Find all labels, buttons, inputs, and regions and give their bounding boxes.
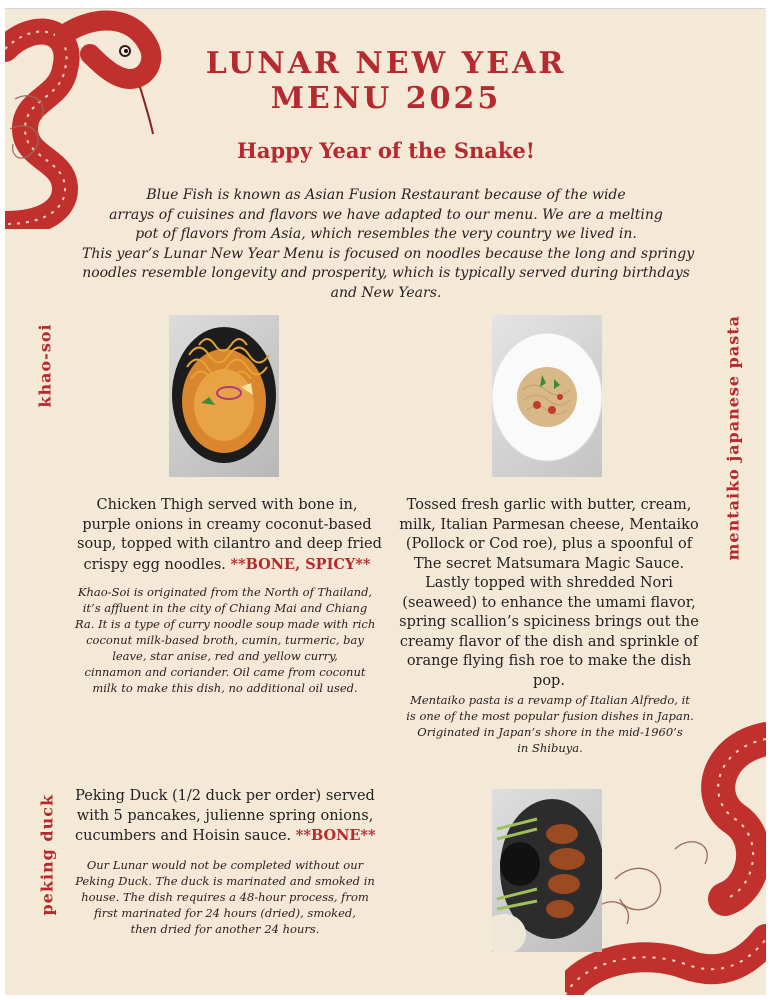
note-line: first marinated for 24 hours (dried), smoked, bbox=[94, 906, 356, 920]
description-line: with 5 pancakes, julienne spring onions, bbox=[76, 807, 374, 824]
description-line: soup, topped with cilantro and deep fried bbox=[77, 536, 382, 552]
intro-line: This year’s Lunar New Year Menu is focused on noodles because the long and springy bbox=[82, 245, 695, 262]
peking-duck-note bbox=[75, 857, 375, 937]
description-line: creamy flavor of the dish and sprinkle of bbox=[399, 633, 699, 650]
description-line bbox=[77, 555, 377, 576]
note-line: Peking Duck. The duck is marinated and smoked in bbox=[75, 874, 375, 888]
menu-page bbox=[5, 8, 766, 995]
mentaiko-note bbox=[397, 692, 703, 756]
description-text: crispy egg noodles. bbox=[83, 556, 231, 573]
allergy-warning: **BONE, SPICY** bbox=[230, 555, 371, 573]
description-line: Lastly topped with shredded Nori bbox=[425, 575, 673, 591]
intro-line: and New Years. bbox=[330, 284, 442, 301]
description-line: milk, Italian Parmesan cheese, Mentaiko bbox=[399, 516, 699, 533]
note-line: coconut milk-based broth, cumin, turmeric, bay bbox=[86, 633, 364, 647]
peking-duck-photo bbox=[492, 789, 602, 952]
description-line: (seaweed) to enhance the umami flavor, bbox=[402, 594, 696, 611]
intro-line: arrays of cuisines and flavors we have adapted to our menu. We are a melting bbox=[109, 206, 663, 223]
title-line-2: MENU 2025 bbox=[270, 81, 502, 116]
note-line: in Shibuya. bbox=[517, 741, 583, 755]
subtitle: Happy Year of the Snake! bbox=[237, 138, 535, 163]
label-peking-duck: peking duck bbox=[37, 793, 57, 916]
label-mentaiko-japanese-pasta: mentaiko japanese pasta bbox=[723, 314, 743, 561]
note-line: then dried for another 24 hours. bbox=[130, 922, 320, 936]
description-line: Tossed fresh garlic with butter, cream, bbox=[406, 497, 692, 513]
khao-soi-note bbox=[75, 584, 375, 696]
intro-line: pot of flavors from Asia, which resembles the very country we lived in. bbox=[135, 226, 637, 242]
description-line: Chicken Thigh served with bone in, bbox=[96, 497, 358, 513]
note-line: Our Lunar would not be completed without our bbox=[86, 858, 364, 872]
intro-line: noodles resemble longevity and prosperity, which is typically served during birthdays bbox=[82, 265, 690, 281]
description-line: (Pollock or Cod roe), plus a spoonful of bbox=[405, 536, 693, 552]
title-line-1: LUNAR NEW YEAR bbox=[205, 46, 567, 81]
description-line bbox=[75, 826, 375, 847]
note-line: Mentaiko pasta is a revamp of Italian Alfredo, it bbox=[410, 693, 690, 707]
note-line: Originated in Japan’s shore in the mid-1960’s bbox=[417, 725, 683, 739]
khao-soi-description bbox=[77, 496, 382, 575]
intro-line: Blue Fish is known as Asian Fusion Restaurant because of the wide bbox=[146, 187, 626, 203]
khao-soi-photo bbox=[169, 315, 279, 477]
description-line: orange flying fish roe to make the dish bbox=[406, 653, 692, 669]
note-line: it’s affluent in the city of Chiang Mai and Chiang bbox=[82, 601, 368, 615]
note-line: cinnamon and coriander. Oil came from coconut bbox=[84, 665, 366, 679]
note-line: milk to make this dish, no additional oil used. bbox=[92, 681, 358, 695]
page-title bbox=[5, 46, 766, 116]
description-line: pop. bbox=[533, 672, 565, 689]
description-line: The secret Matsumara Magic Sauce. bbox=[413, 555, 685, 572]
description-line: spring scallion’s spiciness brings out the bbox=[399, 614, 699, 630]
peking-duck-description bbox=[75, 787, 375, 847]
note-line: Khao-Soi is originated from the North of Thailand, bbox=[77, 585, 373, 599]
intro-paragraph bbox=[82, 186, 695, 303]
note-line: is one of the most popular fusion dishes in Japan. bbox=[406, 709, 694, 723]
label-khao-soi: khao-soi bbox=[35, 323, 55, 408]
mentaiko-pasta-photo bbox=[492, 315, 602, 477]
note-line: house. The dish requires a 48-hour process, from bbox=[81, 890, 369, 904]
description-line: Peking Duck (1/2 duck per order) served bbox=[75, 788, 375, 804]
mentaiko-description bbox=[396, 496, 702, 691]
note-line: Ra. It is a type of curry noodle soup made with rich bbox=[75, 617, 376, 631]
note-line: leave, star anise, red and yellow curry, bbox=[112, 649, 338, 663]
description-text: cucumbers and Hoisin sauce. bbox=[75, 828, 296, 844]
allergy-warning: **BONE** bbox=[295, 827, 376, 844]
description-line: purple onions in creamy coconut-based bbox=[82, 516, 372, 533]
